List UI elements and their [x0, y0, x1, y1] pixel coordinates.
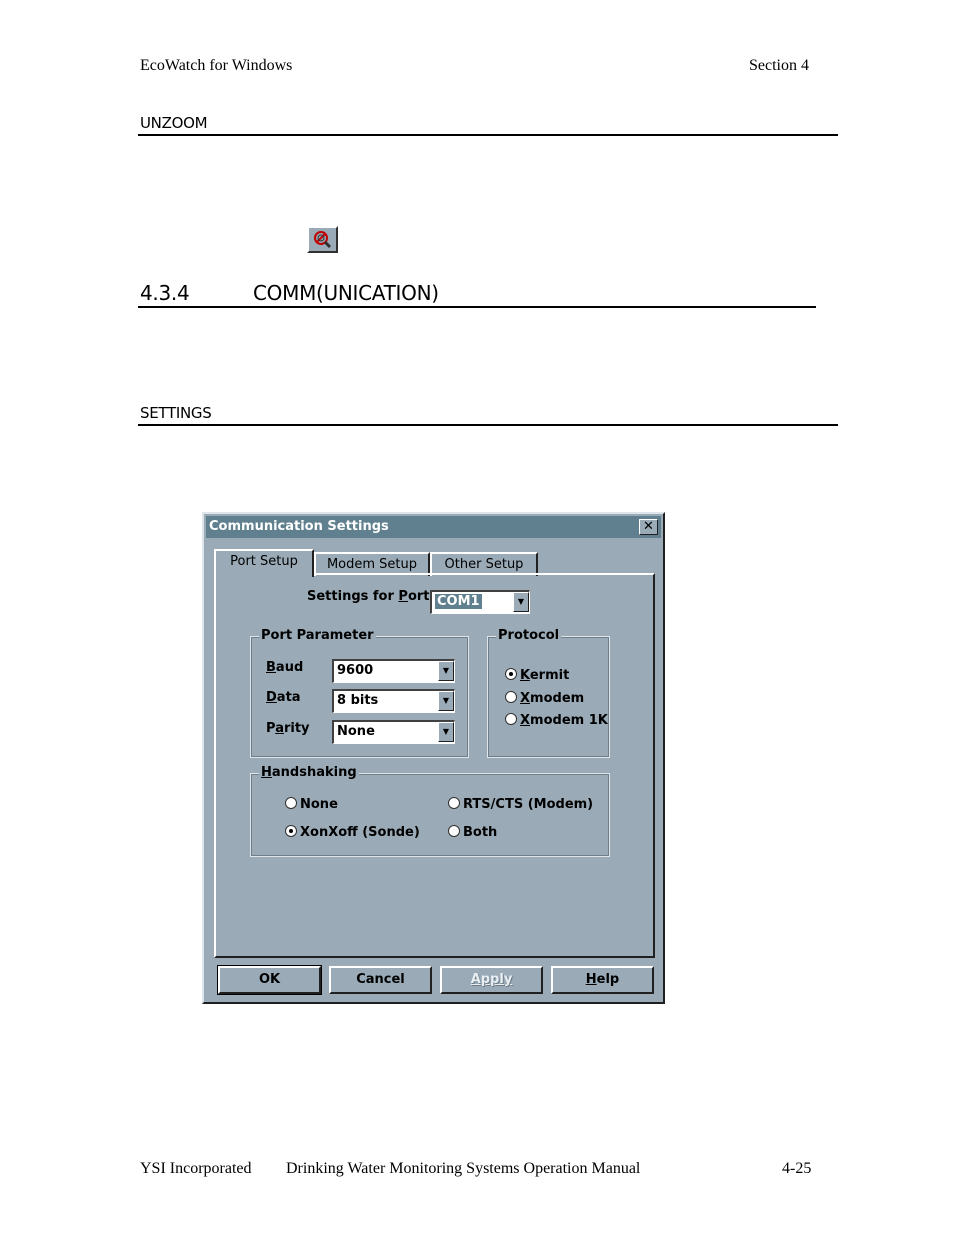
handshake-xonxoff-radio[interactable]: [285, 825, 420, 841]
chevron-down-icon[interactable]: ▼: [438, 661, 454, 681]
chevron-down-icon[interactable]: ▼: [438, 722, 454, 742]
chevron-down-icon[interactable]: ▼: [438, 691, 454, 711]
parity-value: None: [337, 724, 375, 739]
unzoom-icon[interactable]: [307, 226, 338, 253]
radio-icon: [505, 691, 517, 703]
apply-label: Apply: [470, 972, 513, 987]
dialog-titlebar[interactable]: [206, 516, 661, 538]
radio-icon: [285, 797, 297, 809]
radio-selected-icon: [505, 668, 517, 680]
protocol-group: [487, 628, 610, 758]
data-label: Data: [266, 690, 301, 705]
port-setup-panel: [214, 573, 655, 958]
port-parameter-group: [250, 628, 469, 758]
port-parameter-caption: Port Parameter: [261, 628, 374, 643]
protocol-caption: Protocol: [498, 628, 560, 643]
data-select[interactable]: [332, 689, 455, 713]
chevron-down-icon[interactable]: ▼: [513, 592, 529, 612]
radio-selected-icon: [285, 825, 297, 837]
handshaking-group: [250, 765, 610, 857]
protocol-xmodem1k-radio[interactable]: Xmodem 1K: [505, 713, 608, 729]
settings-rule: [138, 424, 838, 426]
section-rule: [138, 306, 816, 308]
protocol-xmodem-radio[interactable]: Xmodem: [505, 691, 584, 707]
communication-settings-dialog: [202, 512, 665, 1004]
handshake-both-label: Both: [463, 825, 498, 840]
baud-label: Baud: [266, 660, 304, 675]
ok-button[interactable]: OK: [218, 966, 321, 994]
apply-button[interactable]: [440, 966, 543, 994]
settings-for-port-label: Settings for Port: [307, 589, 430, 604]
footer-manual-title: Drinking Water Monitoring Systems Operation Manual: [286, 1160, 641, 1177]
handshaking-caption: Handshaking: [261, 765, 357, 780]
help-button[interactable]: Help: [551, 966, 654, 994]
handshake-rtscts-radio[interactable]: [448, 797, 593, 813]
tab-port-setup[interactable]: Port Setup: [214, 549, 314, 577]
tab-modem-setup[interactable]: Modem Setup: [314, 552, 430, 576]
handshake-none-label: None: [300, 797, 338, 812]
dialog-title: Communication Settings: [209, 519, 389, 534]
port-value: COM1: [437, 594, 480, 609]
footer-page-number: 4-25: [782, 1160, 812, 1177]
header-title: EcoWatch for Windows: [140, 57, 293, 74]
close-button[interactable]: [639, 519, 658, 535]
unzoom-heading: UNZOOM: [140, 114, 208, 132]
tab-other-setup[interactable]: Other Setup: [430, 552, 538, 576]
unzoom-rule: [138, 134, 838, 136]
handshake-xonxoff-label: XonXoff (Sonde): [300, 825, 420, 840]
handshake-none-radio[interactable]: [285, 797, 338, 813]
section-number: 4.3.4: [140, 281, 190, 305]
protocol-kermit-radio[interactable]: Kermit: [505, 668, 569, 684]
handshake-both-radio[interactable]: [448, 825, 497, 841]
radio-icon: [448, 825, 460, 837]
parity-label: Parity: [266, 721, 310, 736]
close-icon: ✕: [643, 519, 654, 534]
cancel-button[interactable]: Cancel: [329, 966, 432, 994]
parity-select[interactable]: [332, 720, 455, 744]
data-value: 8 bits: [337, 693, 379, 708]
settings-heading: SETTINGS: [140, 404, 212, 422]
baud-select[interactable]: [332, 659, 455, 683]
baud-value: 9600: [337, 663, 374, 678]
handshake-rtscts-label: RTS/CTS (Modem): [463, 797, 594, 812]
radio-icon: [505, 713, 517, 725]
footer-company: YSI Incorporated: [140, 1160, 252, 1177]
radio-icon: [448, 797, 460, 809]
header-section: Section 4: [749, 57, 809, 74]
section-title: COMM(UNICATION): [253, 281, 439, 305]
port-select[interactable]: [430, 590, 530, 614]
